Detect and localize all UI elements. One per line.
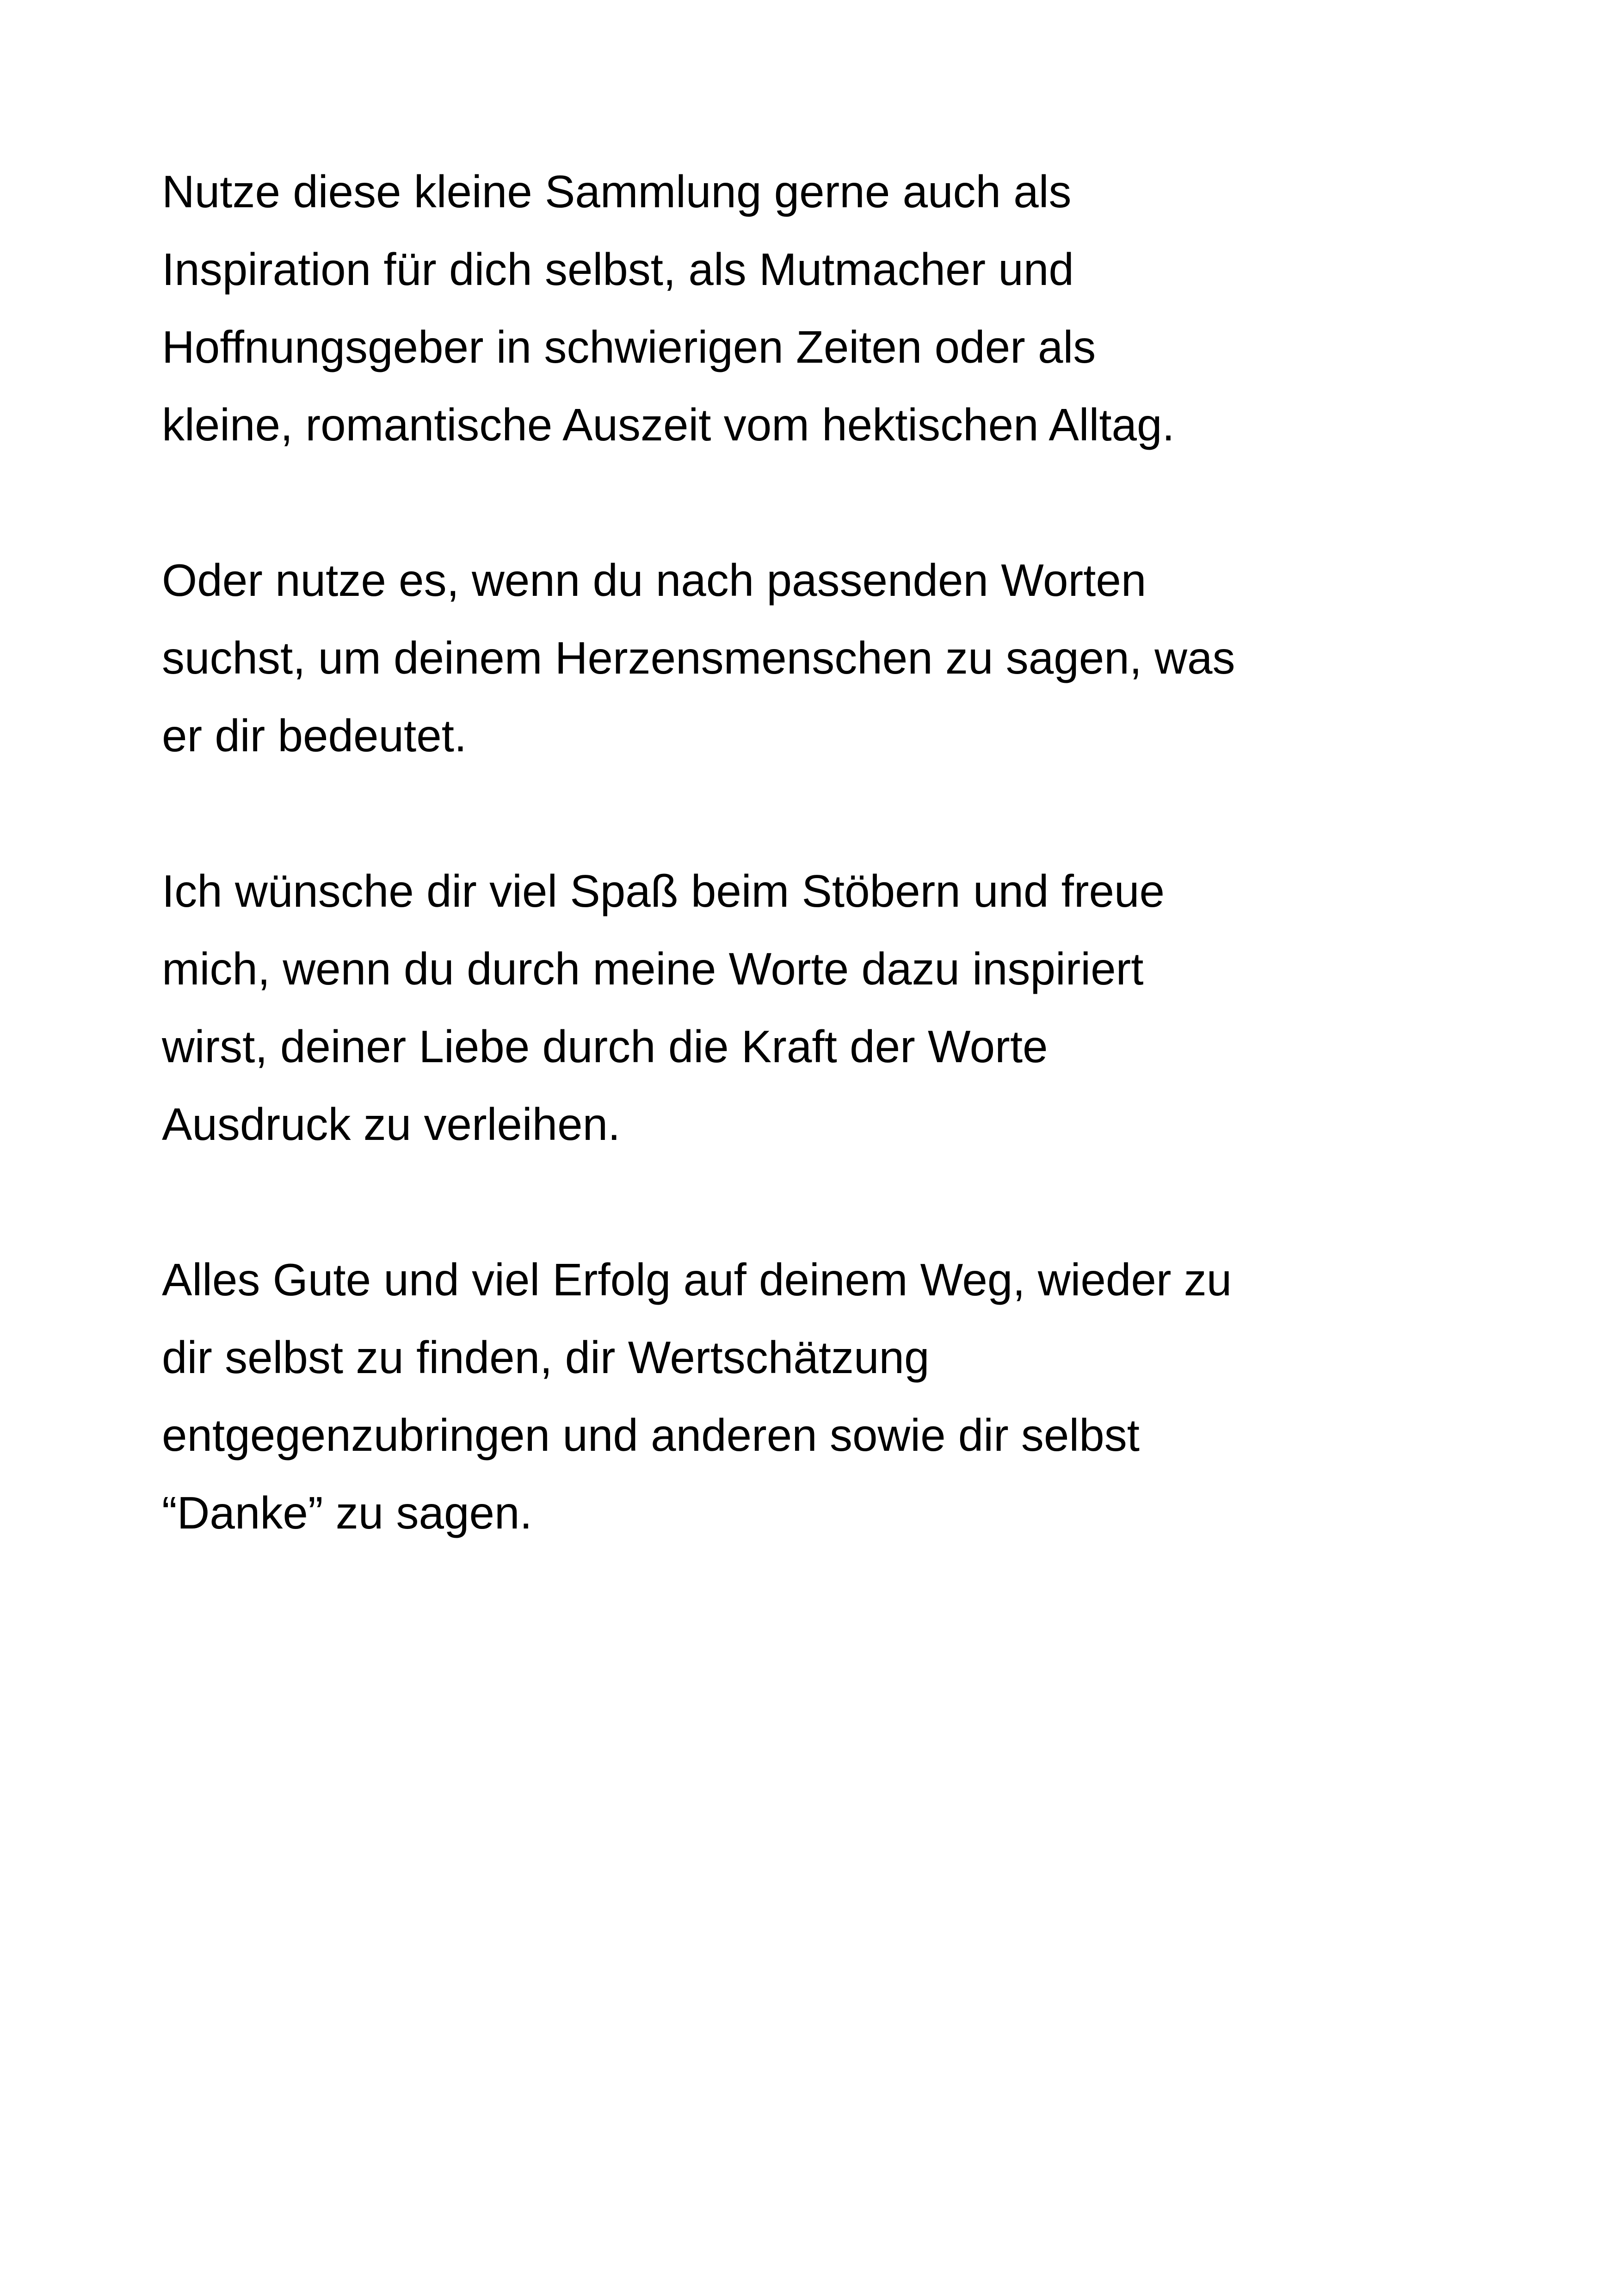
text-line: Alles Gute und viel Erfolg auf deinem Weg, wieder zu [162,1254,1232,1305]
text-line: mich, wenn du durch meine Worte dazu inspiriert [162,943,1144,994]
text-line: Ich wünsche dir viel Spaß beim Stöbern und freue [162,866,1165,916]
paragraph-1 [162,153,1549,464]
text-line: Nutze diese kleine Sammlung gerne auch als [162,166,1072,217]
paragraph-4 [162,1241,1549,1552]
text-line: suchst, um deinem Herzensmenschen zu sagen, was [162,632,1235,683]
paragraph-2 [162,541,1549,774]
body-text [162,153,1549,1629]
text-line: entgegenzubringen und anderen sowie dir selbst [162,1410,1140,1461]
text-line: er dir bedeutet. [162,710,467,761]
text-line: kleine, romantische Auszeit vom hektischen Alltag. [162,399,1175,450]
paragraph-3 [162,852,1549,1163]
text-line: dir selbst zu finden, dir Wertschätzung [162,1332,930,1383]
text-line: Ausdruck zu verleihen. [162,1099,621,1150]
text-line: Hoffnungsgeber in schwierigen Zeiten oder als [162,322,1096,372]
text-line: wirst, deiner Liebe durch die Kraft der Worte [162,1021,1048,1072]
text-line: “Danke” zu sagen. [162,1487,532,1538]
text-line: Inspiration für dich selbst, als Mutmacher und [162,244,1074,295]
text-line: Oder nutze es, wenn du nach passenden Worten [162,555,1147,606]
